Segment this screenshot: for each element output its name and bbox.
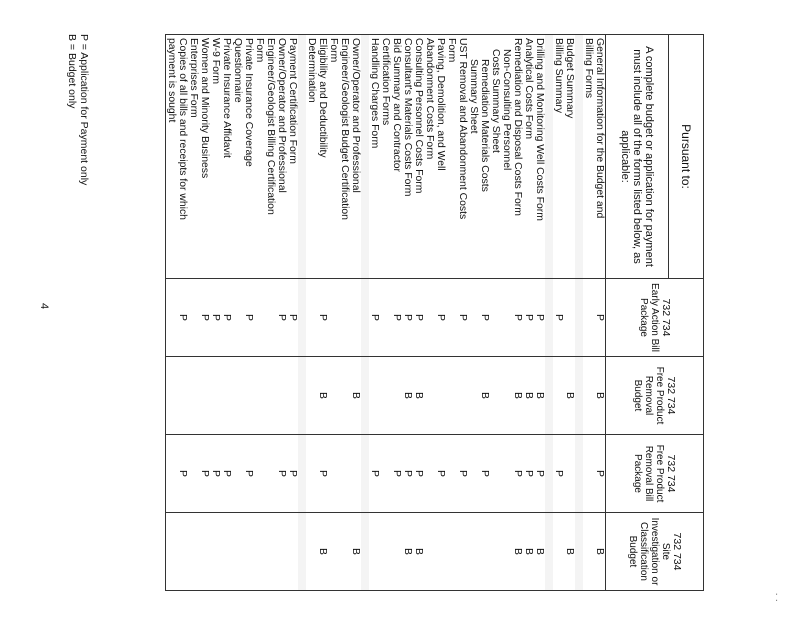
spacer-cell bbox=[298, 513, 306, 591]
requirement-cell bbox=[232, 513, 243, 591]
requirement-cell bbox=[210, 513, 221, 591]
table-row bbox=[254, 35, 265, 591]
column-codes: 732 734 bbox=[665, 376, 678, 415]
requirement-cell: B bbox=[523, 357, 534, 435]
column-header bbox=[606, 435, 704, 513]
requirement-cell bbox=[457, 513, 468, 591]
spacer-row bbox=[575, 35, 583, 591]
requirement-cell: P bbox=[391, 435, 402, 513]
spacer-cell bbox=[298, 435, 306, 513]
table-row bbox=[188, 35, 199, 591]
requirement-cell bbox=[265, 279, 276, 357]
requirement-cell: B bbox=[317, 357, 328, 435]
table-row bbox=[583, 35, 594, 591]
requirement-cell bbox=[177, 357, 188, 435]
requirement-cell bbox=[221, 357, 232, 435]
requirement-cell bbox=[380, 357, 391, 435]
form-name-cell: Analytical Costs Form bbox=[523, 35, 534, 279]
requirement-cell bbox=[276, 513, 287, 591]
requirement-cell bbox=[254, 279, 265, 357]
spacer-cell bbox=[361, 35, 369, 279]
table-row bbox=[564, 35, 575, 591]
table-row bbox=[287, 35, 298, 591]
table-row bbox=[523, 35, 534, 591]
requirement-cell: P bbox=[210, 435, 221, 513]
requirement-cell bbox=[553, 513, 564, 591]
spacer-cell bbox=[545, 279, 553, 357]
requirement-cell bbox=[188, 435, 199, 513]
requirement-cell: P bbox=[369, 279, 380, 357]
scan-corner-marks: · · bbox=[771, 592, 782, 602]
requirement-cell bbox=[424, 435, 435, 513]
form-name-cell: Questionnaire bbox=[232, 35, 243, 279]
form-name-cell: Billing Summary bbox=[553, 35, 564, 279]
requirement-cell: P bbox=[413, 279, 424, 357]
requirement-cell bbox=[306, 513, 317, 591]
requirement-cell: P bbox=[369, 435, 380, 513]
requirement-cell bbox=[583, 279, 594, 357]
requirement-cell bbox=[501, 357, 512, 435]
table-row bbox=[391, 35, 402, 591]
table-row bbox=[243, 35, 254, 591]
requirement-cell: B bbox=[564, 513, 575, 591]
requirement-cell: B bbox=[534, 513, 545, 591]
requirement-cell: B bbox=[479, 357, 490, 435]
requirement-cell bbox=[306, 435, 317, 513]
form-name-cell: Remediation and Disposal Costs Form bbox=[512, 35, 523, 279]
table-body bbox=[166, 35, 606, 591]
requirement-cell bbox=[501, 279, 512, 357]
spacer-row bbox=[361, 35, 369, 591]
column-name: Site Investigation or Classification Budget bbox=[627, 517, 671, 586]
requirement-cell bbox=[199, 357, 210, 435]
table-row bbox=[446, 35, 457, 591]
requirement-cell bbox=[380, 279, 391, 357]
form-name-cell: Private Insurance Coverage bbox=[243, 35, 254, 279]
requirement-cell: B bbox=[317, 513, 328, 591]
table-row bbox=[350, 35, 361, 591]
requirement-cell bbox=[328, 357, 339, 435]
requirement-cell bbox=[166, 357, 178, 435]
requirement-cell: B bbox=[594, 513, 606, 591]
table-row bbox=[276, 35, 287, 591]
requirement-cell: B bbox=[594, 357, 606, 435]
requirement-cell bbox=[177, 513, 188, 591]
requirement-cell: B bbox=[402, 357, 413, 435]
requirement-cell bbox=[446, 279, 457, 357]
table-row bbox=[232, 35, 243, 591]
spacer-cell bbox=[298, 279, 306, 357]
requirement-cell bbox=[369, 513, 380, 591]
table-row bbox=[369, 35, 380, 591]
requirement-cell bbox=[369, 357, 380, 435]
form-name-cell: Eligibility and Deductibility bbox=[317, 35, 328, 279]
column-header bbox=[606, 513, 704, 591]
requirement-cell bbox=[287, 513, 298, 591]
requirement-cell bbox=[564, 435, 575, 513]
requirement-cell bbox=[479, 513, 490, 591]
table-row bbox=[210, 35, 221, 591]
requirement-cell: P bbox=[402, 435, 413, 513]
form-name-cell: Women and Minority Business bbox=[199, 35, 210, 279]
table-row bbox=[479, 35, 490, 591]
requirement-cell bbox=[166, 513, 178, 591]
requirement-cell: P bbox=[534, 435, 545, 513]
spacer-cell bbox=[545, 35, 553, 279]
form-name-cell: Non-Consulting Personnel bbox=[501, 35, 512, 279]
table-row bbox=[534, 35, 545, 591]
requirement-cell bbox=[380, 435, 391, 513]
requirement-cell bbox=[339, 357, 350, 435]
requirement-cell: P bbox=[243, 435, 254, 513]
requirement-cell bbox=[243, 513, 254, 591]
table-row bbox=[501, 35, 512, 591]
requirement-cell: P bbox=[435, 279, 446, 357]
requirement-cell bbox=[166, 435, 178, 513]
requirement-cell: P bbox=[210, 279, 221, 357]
form-name-cell: Engineer/Geologist Billing Certification bbox=[265, 35, 276, 279]
requirement-cell bbox=[221, 513, 232, 591]
requirement-cell: P bbox=[594, 435, 606, 513]
legend-budget: B = Budget only bbox=[66, 34, 78, 109]
requirement-cell bbox=[232, 279, 243, 357]
requirement-cell bbox=[276, 357, 287, 435]
table-row bbox=[457, 35, 468, 591]
form-name-cell: Drilling and Monitoring Well Costs Form bbox=[534, 35, 545, 279]
requirement-cell bbox=[265, 357, 276, 435]
requirement-cell: P bbox=[199, 279, 210, 357]
requirement-cell: P bbox=[276, 279, 287, 357]
spacer-cell bbox=[575, 35, 583, 279]
requirement-cell: P bbox=[287, 435, 298, 513]
form-name-cell: General Information for the Budget and bbox=[594, 35, 606, 279]
requirement-cell bbox=[435, 513, 446, 591]
requirement-cell: P bbox=[177, 435, 188, 513]
requirement-cell: P bbox=[479, 435, 490, 513]
column-name: Early Action Bill Package bbox=[638, 283, 660, 352]
spacer-cell bbox=[298, 35, 306, 279]
requirement-cell: P bbox=[479, 279, 490, 357]
spacer-cell bbox=[361, 435, 369, 513]
requirement-cell bbox=[391, 357, 402, 435]
form-name-cell: Billing Forms bbox=[583, 35, 594, 279]
table-row bbox=[199, 35, 210, 591]
spacer-cell bbox=[361, 357, 369, 435]
requirement-cell: B bbox=[512, 513, 523, 591]
requirement-cell: P bbox=[221, 435, 232, 513]
requirement-cell bbox=[287, 357, 298, 435]
requirement-cell: P bbox=[317, 435, 328, 513]
requirement-cell: B bbox=[413, 357, 424, 435]
requirement-cell: P bbox=[287, 279, 298, 357]
requirement-cell bbox=[435, 357, 446, 435]
requirement-cell: P bbox=[243, 279, 254, 357]
page-number: 4 bbox=[38, 302, 50, 310]
requirement-cell bbox=[210, 357, 221, 435]
requirement-cell bbox=[424, 357, 435, 435]
requirement-cell bbox=[501, 513, 512, 591]
form-name-cell: Owner/Operator and Professional bbox=[276, 35, 287, 279]
requirement-cell: P bbox=[391, 279, 402, 357]
requirement-cell: B bbox=[350, 513, 361, 591]
spacer-cell bbox=[361, 513, 369, 591]
spacer-cell bbox=[545, 357, 553, 435]
requirement-cell bbox=[457, 357, 468, 435]
requirement-cell: P bbox=[553, 279, 564, 357]
column-codes: 732 734 bbox=[660, 298, 672, 337]
requirement-cell: B bbox=[413, 513, 424, 591]
table-row bbox=[435, 35, 446, 591]
form-name-cell: Engineer/Geologist Budget Certification bbox=[339, 35, 350, 279]
spacer-cell bbox=[575, 513, 583, 591]
requirement-cell bbox=[254, 435, 265, 513]
requirement-cell bbox=[490, 279, 501, 357]
requirement-cell: P bbox=[177, 279, 188, 357]
requirement-cell bbox=[446, 357, 457, 435]
table-row bbox=[317, 35, 328, 591]
table-row bbox=[306, 35, 317, 591]
legend bbox=[66, 34, 90, 185]
rotated-page bbox=[30, 6, 790, 606]
form-name-cell: Consultant's Materials Costs Form bbox=[402, 35, 413, 279]
table-row bbox=[265, 35, 276, 591]
requirement-cell bbox=[350, 435, 361, 513]
form-name-cell: Remediation Materials Costs bbox=[479, 35, 490, 279]
form-name-cell: Consulting Personnel Costs Form bbox=[413, 35, 424, 279]
table-row bbox=[512, 35, 523, 591]
requirement-cell bbox=[339, 435, 350, 513]
spacer-cell bbox=[575, 357, 583, 435]
requirement-cell bbox=[232, 435, 243, 513]
table-row bbox=[328, 35, 339, 591]
requirement-cell bbox=[564, 279, 575, 357]
spacer-cell bbox=[545, 513, 553, 591]
requirement-cell bbox=[328, 279, 339, 357]
requirement-cell: B bbox=[350, 357, 361, 435]
requirement-cell: B bbox=[564, 357, 575, 435]
spacer-cell bbox=[361, 279, 369, 357]
requirement-cell: P bbox=[276, 435, 287, 513]
table-row bbox=[380, 35, 391, 591]
spacer-cell bbox=[575, 435, 583, 513]
table-row bbox=[413, 35, 424, 591]
requirement-cell bbox=[350, 279, 361, 357]
table-row bbox=[490, 35, 501, 591]
table-row bbox=[339, 35, 350, 591]
table-row bbox=[424, 35, 435, 591]
requirement-cell bbox=[446, 435, 457, 513]
requirement-cell bbox=[468, 279, 479, 357]
form-name-cell: Form bbox=[254, 35, 265, 279]
form-name-cell: Enterprises Form bbox=[188, 35, 199, 279]
form-name-cell: Owner/Operator and Professional bbox=[350, 35, 361, 279]
form-name-cell: Private Insurance Affidavit bbox=[221, 35, 232, 279]
requirement-cell bbox=[339, 279, 350, 357]
requirement-cell bbox=[583, 513, 594, 591]
form-name-cell: Determination bbox=[306, 35, 317, 279]
requirement-cell bbox=[468, 435, 479, 513]
pursuant-header: Pursuant to: bbox=[669, 35, 704, 279]
requirement-cell bbox=[553, 357, 564, 435]
table-row bbox=[166, 35, 178, 591]
column-name: Free Product Removal Budget bbox=[632, 366, 666, 425]
requirement-cell bbox=[199, 513, 210, 591]
requirement-cell bbox=[490, 435, 501, 513]
form-name-cell: Handling Charges Form bbox=[369, 35, 380, 279]
requirement-cell bbox=[501, 435, 512, 513]
requirement-cell bbox=[339, 513, 350, 591]
legend-payment: P = Application for Payment only bbox=[78, 34, 90, 186]
spacer-cell bbox=[545, 435, 553, 513]
table-row bbox=[594, 35, 606, 591]
form-name-cell: Certification Forms bbox=[380, 35, 391, 279]
column-codes: 732 734 bbox=[665, 454, 678, 493]
requirement-cell: P bbox=[512, 435, 523, 513]
requirement-cell bbox=[254, 513, 265, 591]
form-name-cell: Summary Sheet bbox=[468, 35, 479, 279]
requirement-cell: P bbox=[199, 435, 210, 513]
form-name-cell: Paving, Demolition, and Well bbox=[435, 35, 446, 279]
form-name-cell: Form bbox=[446, 35, 457, 279]
spacer-row bbox=[298, 35, 306, 591]
table-row bbox=[177, 35, 188, 591]
requirement-cell: P bbox=[221, 279, 232, 357]
requirement-cell: B bbox=[512, 357, 523, 435]
form-name-cell: W-9 Form bbox=[210, 35, 221, 279]
requirement-cell: P bbox=[457, 279, 468, 357]
form-name-cell: Abandonment Costs Form bbox=[424, 35, 435, 279]
form-name-cell: Costs Summary Sheet bbox=[490, 35, 501, 279]
requirement-cell bbox=[424, 279, 435, 357]
requirement-cell bbox=[254, 357, 265, 435]
requirement-cell: P bbox=[512, 279, 523, 357]
column-header bbox=[606, 357, 704, 435]
table-row bbox=[402, 35, 413, 591]
requirement-cell bbox=[232, 357, 243, 435]
instructions-header: A complete budget or application for payment must include all of the forms listed below, as applicable: bbox=[606, 35, 669, 279]
requirement-cell bbox=[265, 435, 276, 513]
table-row bbox=[553, 35, 564, 591]
requirement-cell: P bbox=[413, 435, 424, 513]
requirement-cell: P bbox=[553, 435, 564, 513]
requirement-cell bbox=[166, 279, 178, 357]
requirement-cell bbox=[391, 513, 402, 591]
requirement-cell bbox=[490, 513, 501, 591]
requirement-cell: B bbox=[534, 357, 545, 435]
requirement-cell bbox=[468, 357, 479, 435]
requirement-cell bbox=[306, 279, 317, 357]
form-name-cell: UST Removal and Abandonment Costs bbox=[457, 35, 468, 279]
requirement-cell: P bbox=[594, 279, 606, 357]
requirement-cell bbox=[490, 357, 501, 435]
spacer-cell bbox=[298, 357, 306, 435]
requirement-cell bbox=[380, 513, 391, 591]
form-name-cell: Form bbox=[328, 35, 339, 279]
table-row bbox=[221, 35, 232, 591]
requirement-cell bbox=[424, 513, 435, 591]
requirement-cell bbox=[188, 513, 199, 591]
requirement-cell bbox=[188, 357, 199, 435]
column-codes: 732 734 bbox=[671, 532, 683, 571]
requirement-cell: P bbox=[435, 435, 446, 513]
requirement-cell bbox=[306, 357, 317, 435]
form-name-cell: Payment Certification Form bbox=[287, 35, 298, 279]
requirement-cell bbox=[446, 513, 457, 591]
spacer-cell bbox=[575, 279, 583, 357]
form-name-cell: Copies of all bills and receipts for which bbox=[177, 35, 188, 279]
requirement-cell bbox=[243, 357, 254, 435]
requirement-cell bbox=[188, 279, 199, 357]
spacer-row bbox=[545, 35, 553, 591]
requirement-cell: P bbox=[317, 279, 328, 357]
requirement-cell: P bbox=[402, 279, 413, 357]
form-name-cell: payment is sought bbox=[166, 35, 178, 279]
requirement-cell: P bbox=[457, 435, 468, 513]
forms-requirement-table bbox=[165, 34, 704, 591]
requirement-cell bbox=[583, 357, 594, 435]
requirement-cell bbox=[468, 513, 479, 591]
column-header bbox=[606, 279, 704, 357]
requirement-cell bbox=[328, 513, 339, 591]
table-row bbox=[468, 35, 479, 591]
requirement-cell: P bbox=[534, 279, 545, 357]
requirement-cell: P bbox=[523, 435, 534, 513]
requirement-cell: B bbox=[402, 513, 413, 591]
column-name: Free Product Removal Bill Package bbox=[632, 444, 666, 503]
requirement-cell bbox=[583, 435, 594, 513]
requirement-cell bbox=[328, 435, 339, 513]
form-name-cell: Bid Summary and Contractor bbox=[391, 35, 402, 279]
form-name-cell: Budget Summary bbox=[564, 35, 575, 279]
requirement-cell: P bbox=[523, 279, 534, 357]
requirement-cell: B bbox=[523, 513, 534, 591]
requirement-cell bbox=[265, 513, 276, 591]
